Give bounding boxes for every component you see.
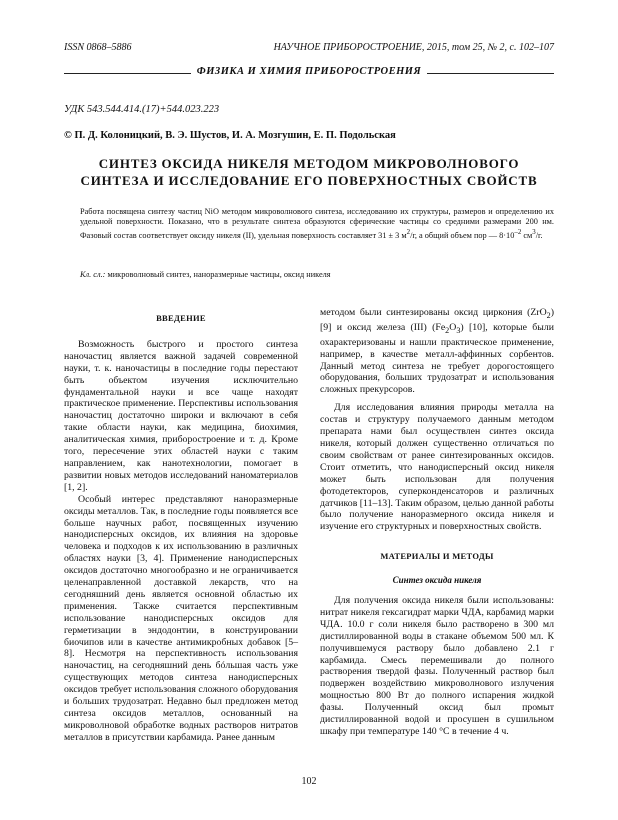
article-title [70,155,548,189]
intro-heading: ВВЕДЕНИЕ [156,313,206,323]
synthesis-subheading: Синтез оксида никеля [392,575,482,586]
issn-label: ISSN 0868–5886 [64,42,132,53]
abstract-sup-2: –2 [514,228,522,236]
abstract-text-2: /г, а общий объем пор — 8·10 [410,230,515,240]
abstract-sup-3: 3 [532,228,536,236]
abstract-text-4: /г. [535,230,543,240]
intro-paragraph-2: Особый интерес представляют наноразмерные оксиды металлов. Так, в последние годы появляется все больше научных работ, посвященных изучению нанодисперсных оксидов, их влияния на здоровье человека и подходов к их использованию в различных областях науки [3, 4]. Применение нанодисперсных оксидов достаточно многообразно и не ограничивается целенаправленной доставкой лекарств, что на сегодняшний день является основной областью их применения. Также считается перспективным использование нанодисперсных оксидов для герметизации в эндодонтии, в конструировании биочипов или в качестве антимикробных добавок [5–8]. Несмотря на перспективность использования наночастиц, на сегодняшний день бóльшая часть уже существующих методов синтеза нанодисперсных оксидов требует использования сложного оборудования и больших трудозатрат. Недавно был предложен метод синтеза оксидов металлов, основанный на микроволновой обработке водных растворов нитратов металлов в присутствии карбамида. Ранее данным [64,493,298,743]
right-p1-text-2: ) [9] и оксид железа (III) (Fe [320,307,554,333]
abstract-text-1: Работа посвящена синтезу частиц NiO методом микроволнового синтеза, исследованию их структуры, размеров и определению их удельной поверхности. Показано, что в результате синтеза образуются сферические частицы со средними размерами 200 нм. Фазовый состав соответствует оксиду никеля (II), удельная поверхность составляет 31 ± 3 м [80,207,554,240]
right-paragraph-3: Для получения оксида никеля были использованы: нитрат никеля гексагидрат марки ЧДА, карбамид марки ЧДА. 10.0 г соли никеля было растворено в 300 мл дистиллированной воды в стакане объемом 500 мл. К получившемуся раствору было добавлено 2.1 г карбамида. Смесь перемешивали до полного растворения твердой фазы. Полученный раствор был подвержен воздействию микроволнового излучения мощностью 800 Вт до полного испарения жидкой фазы. Полученный оксид был промыт дистиллированной водой и просушен в сушильном шкафу при температуре 140 °С в течение 4 ч. [320,595,554,737]
running-header [64,42,554,56]
right-paragraph-1 [320,307,554,396]
abstract-text-3: см [521,230,533,240]
keywords-label: Кл. сл.: [80,270,106,279]
fe2-subscript: 2 [445,325,450,335]
right-p1-text-1: методом были синтезированы оксид циркония (ZrO [320,307,547,318]
page-number: 102 [301,776,317,787]
section-banner [64,66,554,80]
left-column [64,313,298,744]
right-p1-text-3: O [449,321,457,333]
right-column [320,307,554,738]
keywords-text: микроволновый синтез, наноразмерные частицы, оксид никеля [105,270,331,279]
udk-code: УДК 543.544.414.(17)+544.023.223 [64,104,220,115]
right-paragraph-2: Для исследования влияния природы металла на состав и структуру получаемого данным методом препарата нами был осуществлен синтез оксида никеля, который должен существенно отличаться по своим свойствам от ранее синтезированных оксидов. Стоит отметить, что нанодисперсный оксид никеля может быть использован для получения фотодетекторов, суперконденсаторов и различных датчиков [11–13]. Таким образом, целью данной работы было получение наноразмерного оксида никеля и изучение его структурных и поверхностных свойств. [320,402,554,533]
keywords [80,270,554,279]
methods-heading: МАТЕРИАЛЫ И МЕТОДЫ [380,551,494,562]
section-title: ФИЗИКА И ХИМИЯ ПРИБОРОСТРОЕНИЯ [191,66,427,77]
intro-paragraph-1: Возможность быстрого и простого синтеза наночастиц является важной задачей современной науки, т. к. наночастицы в последние годы перестают быть объектом изучения исключительно фундаментальной науки и все чаще находят практическое применение. Перспективы использования наночастиц достаточно широки и включают в себя такие области науки, как медицина, биохимия, аналитическая химия, приборостроение и т. д. Кроме того, пересечение этих областей науки с таким направлением, как нанотехнологии, помогает в развитии новых методов исследований наноматериалов [1, 2]. [64,338,298,493]
right-p1-text-4: ) [10], которые были охарактеризованы и нашли практическое применение, например, в качестве металл-аффинных сорбентов. Данный метод синтеза не требует дорогостоящего оборудования, больших трудозатрат и использования сложных прекурсоров. [320,321,554,396]
abstract-sup-1: 2 [406,228,411,236]
title-line-2: СИНТЕЗА И ИССЛЕДОВАНИЕ ЕГО ПОВЕРХНОСТНЫХ СВОЙСТВ [80,173,538,188]
authors-line: © П. Д. Колоницкий, В. Э. Шустов, И. А. Мозгушин, Е. П. Подольская [64,130,396,141]
zro2-subscript: 2 [546,310,551,320]
title-line-1: СИНТЕЗ ОКСИДА НИКЕЛЯ МЕТОДОМ МИКРОВОЛНОВОГО [98,156,520,171]
abstract [80,207,554,241]
o3-subscript: 3 [456,325,461,335]
journal-citation: НАУЧНОЕ ПРИБОРОСТРОЕНИЕ, 2015, том 25, № 2, c. 102–107 [273,42,554,53]
